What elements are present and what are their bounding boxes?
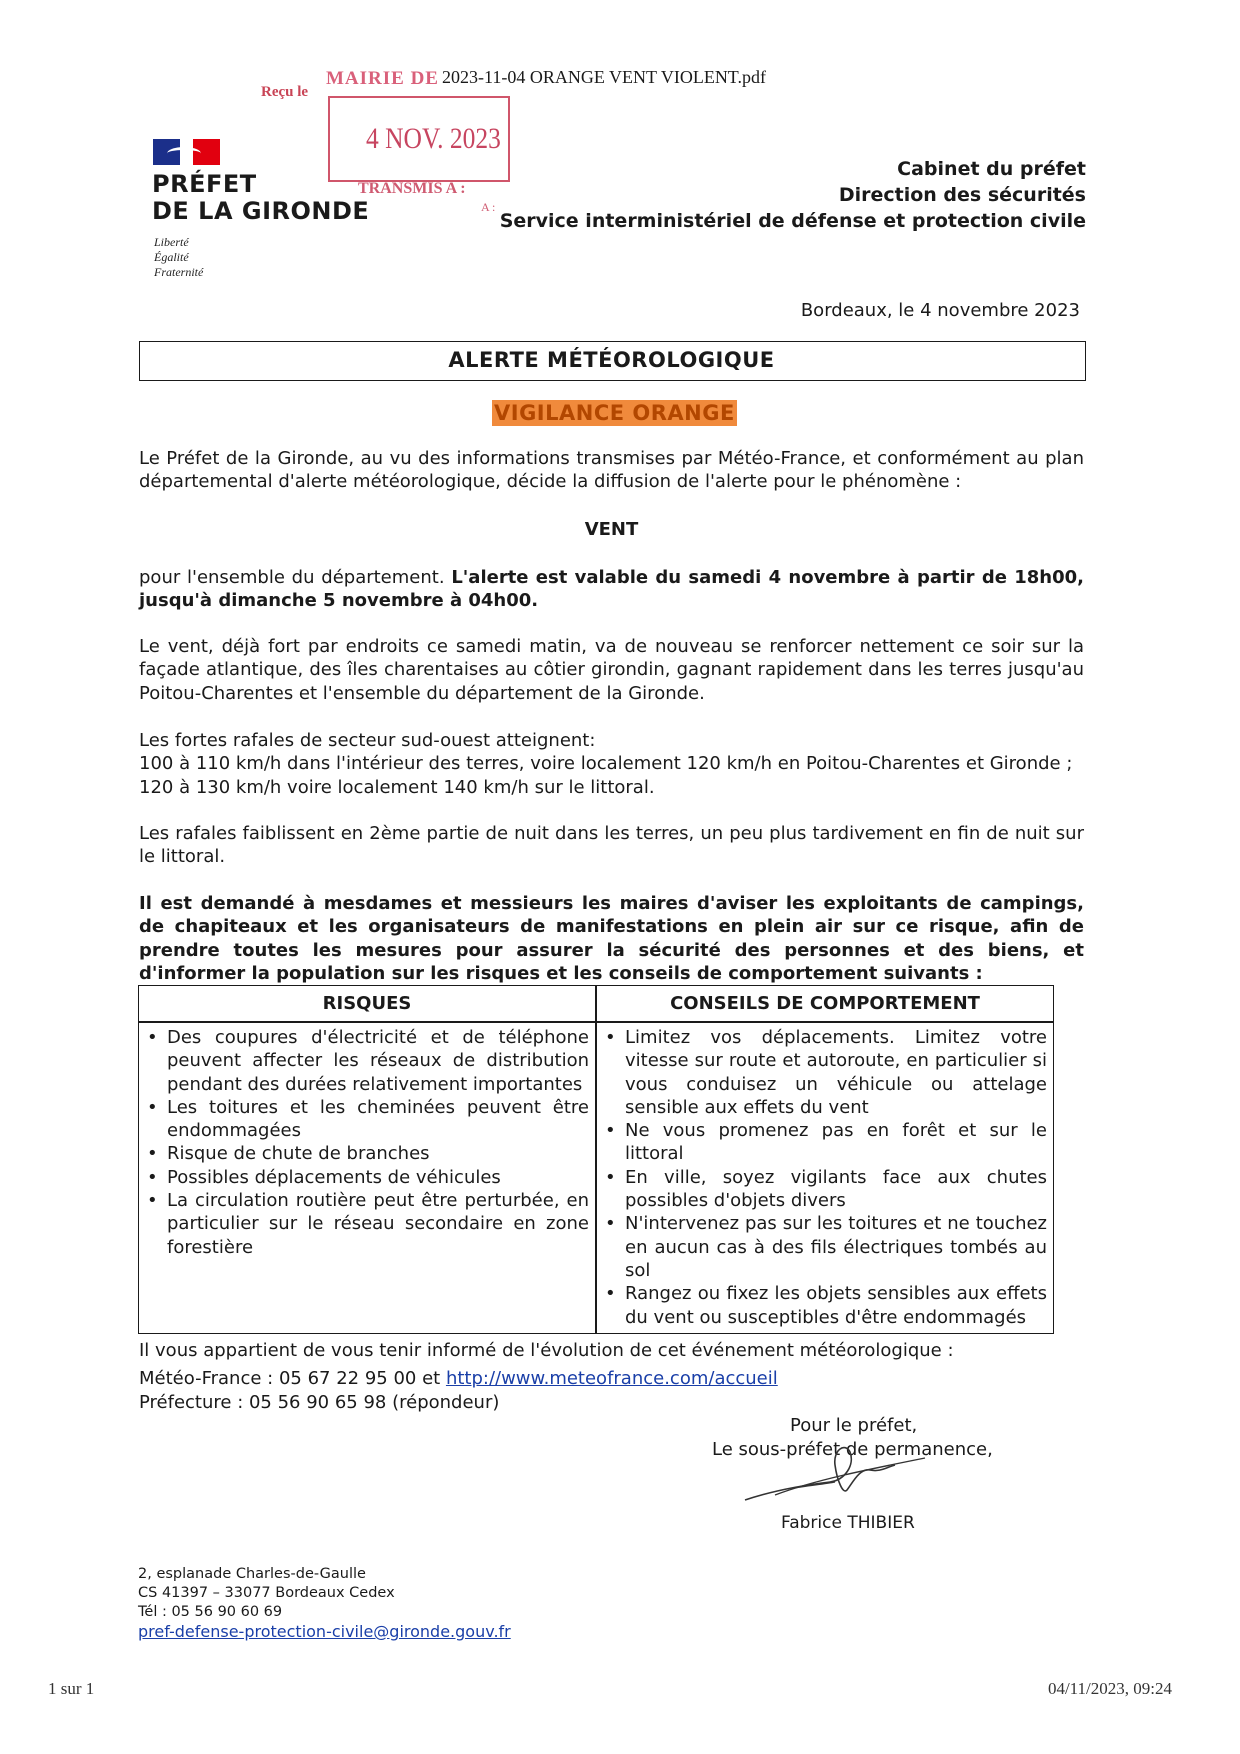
phenomenon: VENT [584,519,639,540]
footer-email-link[interactable]: pref-defense-protection-civile@gironde.gouv.fr [138,1622,511,1641]
handwritten-signature [735,1440,935,1510]
gusts-line-3: 120 à 130 km/h voire localement 140 km/h sur le littoral. [139,776,655,798]
advice-item: • Ne vous promenez pas en forêt et sur le littoral [603,1119,1047,1166]
stamp-date: 4 NOV. 2023 [366,122,501,155]
mayors-paragraph: Il est demandé à mesdames et messieurs les maires d'aviser les exploitants de campings, de chapiteaux et les organisateurs de manifestations en plein air sur ce risque, afin de prendre toutes les mesures pour assurer la sécurité des personnes et des biens, et d'informer la population sur les risques et les conseils de comportement suivants : [139,893,1084,984]
wind-paragraph: Le vent, déjà fort par endroits ce samedi matin, va de nouveau se renforcer nettement ce soir sur la façade atlantique, des îles charentaises au côtier girondin, gagnant rapidement dans les terres jusqu'au Poitou-Charentes et l'ensemble du département de la Gironde. [139,636,1084,704]
stamp-a-label: A : [481,200,496,214]
print-timestamp: 04/11/2023, 09:24 [1047,1679,1172,1698]
risk-advice-table [138,985,1054,1334]
service-line-1: Cabinet du préfet [897,158,1086,180]
service-line-2: Direction des sécurités [838,184,1086,206]
prefecture-line: Préfecture : 05 56 90 65 98 (répondeur) [139,1392,500,1413]
marianne-flag-icon [153,139,220,165]
stamp-mairie-label: MAIRIE DE [326,68,439,89]
motto-fraternite: Fraternité [154,265,204,279]
service-line-3: Service interministériel de défense et protection civile [499,210,1086,232]
gusts-paragraph [139,729,1084,799]
signatory-name: Fabrice THIBIER [781,1513,915,1533]
risk-item: • Possibles déplacements de véhicules [145,1166,589,1189]
table-header-risks: RISQUES [322,993,412,1014]
scope-bold: L'alerte est valable du samedi 4 novembre à partir de 18h00, jusqu'à dimanche 5 novembre à 04h00. [139,567,1084,612]
meteo-phone: Météo-France : 05 67 22 95 00 et [139,1368,446,1389]
motto-egalite: Égalité [154,250,189,264]
signature-line-2: Le sous-préfet de permanence, [712,1439,993,1460]
footer-address-2: CS 41397 – 33077 Bordeaux Cedex [138,1585,395,1601]
stamp-transmis-label: TRANSMIS A : [358,180,466,197]
footer-phone: Tél : 05 56 90 60 69 [138,1604,283,1620]
footer-address-1: 2, esplanade Charles-de-Gaulle [138,1566,366,1582]
advice-item: • Limitez vos déplacements. Limitez votre vitesse sur route et autoroute, en particulier si vous conduisez un véhicule ou attelage sensible aux effets du vent [603,1026,1047,1119]
gusts-line-1: Les fortes rafales de secteur sud-ouest atteignent: [139,730,596,751]
weaken-paragraph: Les rafales faiblissent en 2ème partie de nuit dans les terres, un peu plus tardivement en fin de nuit sur le littoral. [139,823,1084,868]
page-title: ALERTE MÉTÉOROLOGIQUE [448,348,775,372]
meteo-line [139,1367,1084,1390]
intro-paragraph: Le Préfet de la Gironde, au vu des informations transmises par Météo-France, et conformément au plan départemental d'alerte météorologique, décide la diffusion de l'alerte pour le phénomène : [139,448,1084,493]
info-line: Il vous appartient de vous tenir informé de l'évolution de cet événement météorologique : [139,1340,954,1361]
risk-item: • La circulation routière peut être perturbée, en particulier sur le réseau secondaire en zone forestière [145,1189,589,1259]
risk-item: • Risque de chute de branches [145,1142,589,1165]
scope-normal: pour l'ensemble du département. [139,567,452,588]
logo-line-2: DE LA GIRONDE [152,197,370,225]
file-header: 2023-11-04 ORANGE VENT VIOLENT.pdf [442,67,766,87]
table-header-advice: CONSEILS DE COMPORTEMENT [670,993,980,1014]
motto-liberte: Liberté [154,235,189,249]
advice-item: • En ville, soyez vigilants face aux chutes possibles d'objets divers [603,1166,1047,1213]
gusts-line-2: 100 à 110 km/h dans l'intérieur des terres, voire localement 120 km/h en Poitou-Charentes et Gironde ; [139,753,1073,775]
stamp-recu-label: Reçu le [261,84,309,100]
risk-item: • Les toitures et les cheminées peuvent être endommagées [145,1096,589,1143]
signature-line-1: Pour le préfet, [790,1415,918,1436]
advice-list [603,1026,1047,1329]
vigilance-badge: VIGILANCE ORANGE [494,401,735,425]
risk-item: • Des coupures d'électricité et de téléphone peuvent affecter les réseaux de distribution pendant des durées relativement importantes [145,1026,589,1096]
meteofrance-link[interactable]: http://www.meteofrance.com/accueil [445,1368,778,1389]
date-line: Bordeaux, le 4 novembre 2023 [800,300,1080,321]
advice-item: • Rangez ou fixez les objets sensibles aux effets du vent ou susceptibles d'être endommagés [603,1282,1047,1329]
logo-line-1: PRÉFET [152,170,257,198]
advice-item: • N'intervenez pas sur les toitures et ne touchez en aucun cas à des fils électriques tombés au sol [603,1212,1047,1282]
scope-paragraph [139,566,1084,613]
page-number: 1 sur 1 [48,1679,95,1698]
risks-list [145,1026,589,1259]
